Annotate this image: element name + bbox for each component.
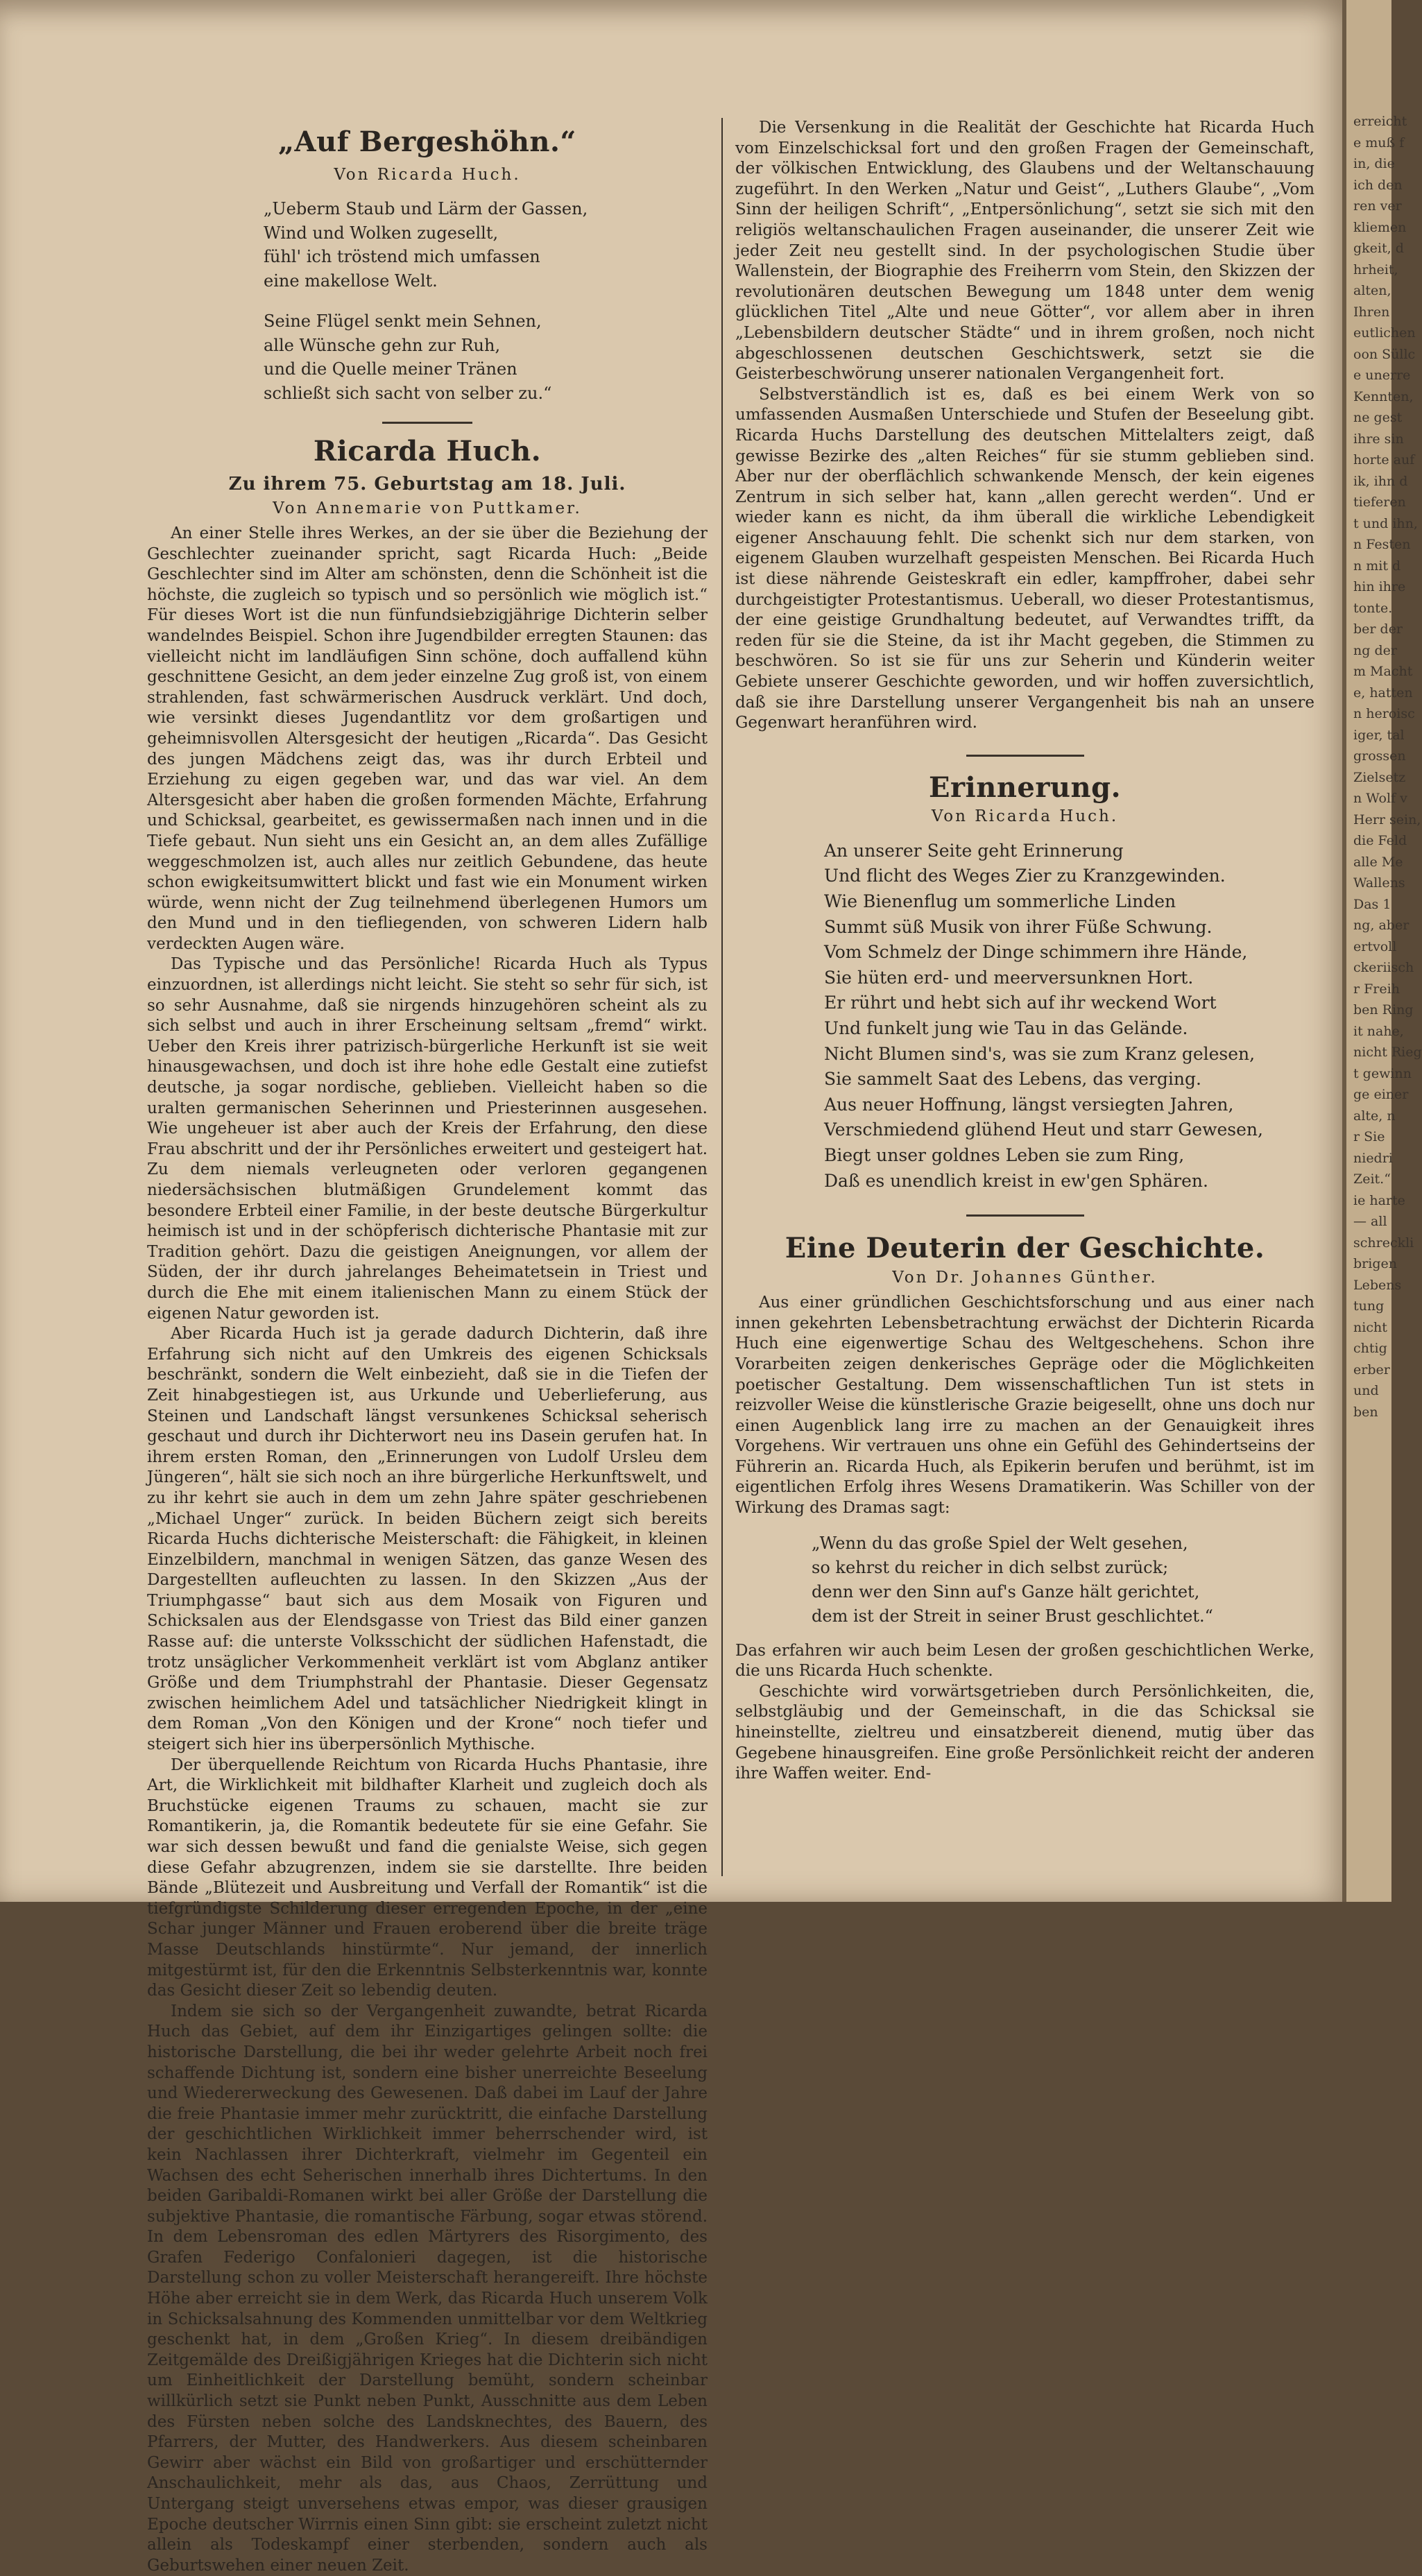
poem-stanza [264,197,708,293]
article-paragraph: Aber Ricarda Huch ist ja gerade dadurch Dichterin, daß ihre Erfahrung sich nicht auf den Umkreis des eigenen Schicksals beschränkt, sondern die Welt einbezieht, daß sie in die Tiefen der Zeit hinabgestiegen ist, aus Urkunde und Ueberlieferung, aus Steinen und Landschaft längst versunkenes Schicksal seherisch geschaut und durch ihr Dichterwort neu ins Dasein gerufen hat. In ihrem ersten Roman, den „Erinnerungen von Ludolf Ursleu dem Jüngeren“, hält sie sich noch an ihre bürgerliche Herkunftswelt, und zu ihr kehrt sie auch in dem um zehn Jahre später geschriebenen „Michael Unger“ zurück. In beiden Büchern zeigt sich bereits Ricarda Huchs dichterische Meisterschaft: die Fähigkeit, in kleinen Einzelbildern, manchmal in wenigen Sätzen, das ganze Wesen des Dargestellten aufleuchten zu lassen. In den Skizzen „Aus der Triumphgasse“ baut sich aus dem Mosaik von Figuren und Schicksalen aus der Elendsgasse von Triest das Bild einer ganzen Rasse auf: die unterste Volksschicht der südlichen Hafenstadt, die trotz unsäglicher Verkommenheit verklärt ist vom Abglanz antiker Größe und dem Triumphstrahl der Phantasie. Dieser Gegensatz zwischen heimlichem Adel und tatsächlicher Niedrigkeit klingt in dem Roman „Von den Königen und der Krone“ noch tiefer und steigert sich hier ins überpersönlich Mythische. [147,1325,708,1754]
poem-line: Nicht Blumen sind's, was sie zum Kranz gelesen, [824,1043,1256,1064]
left-column [147,118,708,2575]
poem-line: Summt süß Musik von ihrer Füße Schwung. [824,916,1213,937]
adjacent-page-text: erreicht e muß f in, die ich den ren ver kliemen gkeit, d hrheit, alten, Ihren eutlichen oon Süllc e unerre Kennten, ne gest ihre sin horte auf ik, ihn d tieferen t und ihn, n Festen n mit d hin ihre tonte. ber der ng der m Macht e, hatten n heroisc iger, tal grossen Zielsetz n Wolf v Herr sein, die Feld alle Me Wallens Das 1 ng, aber ertvoll ckeriisch r Freih ben Ring it nahe, nicht Rieg t gewinn ge einer alte, n r Sie niedri Zeit.“ ie harte — all schreckli brigen Lebens tung nicht chtig erber und ben [1353,114,1422,1420]
poem-line: An unserer Seite geht Erinnerung [824,840,1124,861]
poem-author: Von Ricarda Huch. [931,807,1119,825]
right-column [735,118,1314,1785]
quote-line: so kehrst du reicher in dich selbst zurück; [812,1557,1169,1577]
quote-line: dem ist der Streit in seiner Brust geschlichtet.“ [812,1606,1213,1626]
article-title: Ricarda Huch. [313,435,542,467]
poem-line: Seine Flügel senkt mein Sehnen, [264,311,542,331]
article-paragraph: Der überquellende Reichtum von Ricarda Huchs Phantasie, ihre Art, die Wirklichkeit mit bildhafter Klarheit und zugleich doch als Bruchstücke eigenen Traums zu schauen, macht sie zur Romantikerin, ja, die Romantik bedeutete für sie eine Gefahr. Sie war sich dessen bewußt und fand die genialste Weise, sich gegen diese Gefahr abzugrenzen, indem sie sie darstellte. Ihre beiden Bände „Blütezeit und Ausbreitung und Verfall der Romantik“ ist die tiefgründigste Schilderung dieser erregenden Epoche, in der „eine Schar junger Männer und Frauen eroberend über die breite träge Masse Deutschlands hinstürmte“. Nur jemand, der innerlich mitgestürmt ist, für den die Erkenntnis Selbsterkenntnis war, konnte das Gesicht dieser Zeit so lebendig deuten. [147,1755,708,2000]
article-paragraph-continued: Die Versenkung in die Realität der Geschichte hat Ricarda Huch vom Einzelschicksal fort und den großen Fragen der Gemeinschaft, der völkischen Entwicklung, des Glaubens und der Weltanschauung zugeführt. In den Werken „Natur und Geist“, „Luthers Glaube“, „Vom Sinn der heiligen Schrift“, „Entpersönlichung“, setzt sie sich mit den religiös weltanschaulichen Fragen auseinander, die unserer Zeit wie jeder Zeit neu gestellt sind. In der psychologischen Studie über Wallenstein, der Biographie des Freiherrn vom Stein, den Skizzen der revolutionären deutschen Bewegung um 1848 unter dem wenig glücklichen Titel „Alte und neue Götter“, vor allem aber in ihren „Lebensbildern deutscher Städte“ und in ihrem großen, noch nicht abgeschlossenen deutschen Geschichtswerk, setzt sie die Geisterbeschwörung unserer nationalen Vergangenheit fort. [735,119,1314,384]
poem-author: Von Ricarda Huch. [334,166,521,184]
poem-line: Vom Schmelz der Dinge schimmern ihre Hände, [824,942,1248,963]
article-paragraph: Das Typische und das Persönliche! Ricarda Huch als Typus einzuordnen, ist allerdings nicht leicht. Sie steht so sehr für sich, ist so sehr Ausnahme, daß sie nirgends hinzugehören scheint als zu sich selbst und auch in ihrer Erscheinung seltsam „fremd“ wirkt. Ueber den Kreis ihrer patrizisch-bürgerliche Herkunft ist sie weit hinausgewachsen, und doch ist ihre hohe edle Gestalt eine zutiefst deutsche, ja sogar nordische, geblieben. Vielleicht haben so die uralten germanischen Seherinnen und Priesterinnen ausgesehen. Wie ungeheuer ist aber auch der Kreis der Erfahrung, den diese Frau abschritt und der ihr Persönliches erweitert und gesteigert hat. Zu dem niemals verleugneten oder verloren gegangenen niedersächsischen blutmäßigen Grundelement kommt das besondere Erbteil einer Familie, in der beste deutsche Bürgerkultur heimisch ist und in der schöpferisch dichterische Phantasie mit zur Tradition gehört. Dazu die geistigen Aneignungen, vor allem der Süden, der ihr durch jahrelanges Beheimatetsein in Triest und durch die Ehe mit einem italienischen Mann zu einem Stück der eigenen Natur geworden ist. [147,955,708,1323]
poem-line: schließt sich sacht von selber zu.“ [264,383,552,403]
poem-line: Biegt unser goldnes Leben sie zum Ring, [824,1144,1185,1165]
article-paragraph: Aus einer gründlichen Geschichtsforschung und aus einer nach innen gekehrten Lebensbetrachtung erwächst der Dichterin Ricarda Huch eine eigenwertige Schau des Weltgeschehens. Schon ihre Vorarbeiten zeigen denkerisches Gepräge oder die Möglichkeiten poetischer Gestaltung. Dem wissenschaftlichen Tun ist stets in reizvoller Weise die künstlerische Grazie beigesellt, ohne uns doch nur einen Augenblick lang irre zu machen an der Genauigkeit ihres Vorgehens. Wir vertrauen uns ohne ein Gefühl des Gehindertseins der Führerin an. Ricarda Huch, als Epikerin berufen und berühmt, ist im eigentlichen Erfolg ihres Wesens Dramatikerin. Was Schiller von der Wirkung des Dramas sagt: [735,1294,1314,1518]
article-paragraph: Geschichte wird vorwärtsgetrieben durch Persönlichkeiten, die, selbstgläubig und der Gemeinschaft, in die das Schicksal sie hineinstellte, zieltreu und einsatzbereit dienend, mutig über das Gegebene hinausgreifen. Eine große Persönlichkeit reicht der anderen ihre Waffen weiter. End- [735,1682,1314,1783]
quote-line: denn wer den Sinn auf's Ganze hält gerichtet, [812,1581,1200,1602]
article-paragraph: Selbstverständlich ist es, daß es bei einem Werk von so umfassenden Ausmaßen Unterschiede und Stufen der Beseelung gibt. Ricarda Huchs Darstellung des deutschen Mittelalters zeigt, daß gewisse Bezirke des „alten Reiches“ für sie stumm geblieben sind. Aber nur der oberflächlich schwankende Mensch, der kein eigenes Zentrum in sich selber hat, kann „allen gerecht werden“. Und er wieder kann es nicht, da ihm überall die wirkliche Lebendigkeit eigener Anschauung fehlt. Die schenkt sich nur dem starken, von eigenem Glauben wurzelhaft gespeisten Menschen. Bei Ricarda Huch ist diese nährende Geisteskraft ein edler, kampffroher, dabei sehr durchgeistigter Protestantismus. Ueberall, wo dieser Protestantismus, der eine geistige Grundhaltung bedeutet, auf Verwandtes trifft, da reden für sie die Steine, da ist ihr Macht gegeben, die Stimmen zu beschwören. So ist sie für uns zur Seherin und Künderin weiter Gebiete unserer Geschichte geworden, und wir hoffen zuversichtlich, daß sie ihre Darstellung unserer Vergangenheit bis nah an unsere Gegenwart heranführen wird. [735,385,1314,732]
quote-line: „Wenn du das große Spiel der Welt gesehen, [812,1533,1188,1553]
poem-line: Aus neuer Hoffnung, längst versiegten Jahren, [824,1094,1234,1115]
poem-line: Verschmiedend glühend Heut und starr Gewesen, [824,1119,1263,1140]
poem-line: Wind und Wolken zugesellt, [264,223,499,243]
poem-line: fühl' ich tröstend mich umfassen [264,247,540,266]
poem-line: eine makellose Welt. [264,271,438,291]
article-author: Von Annemarie von Puttkamer. [273,499,582,517]
poem-title: „Auf Bergeshöhn.“ [278,126,576,158]
poem-line: Sie hüten erd- und meerversunknen Hort. [824,967,1194,988]
article-author: Von Dr. Johannes Günther. [892,1269,1158,1287]
poem-body [264,197,708,405]
schiller-quote [812,1531,1314,1629]
poem-line: Und flicht des Weges Zier zu Kranzgewinden. [824,866,1226,886]
poem-line: alle Wünsche gehn zur Ruh, [264,335,501,355]
poem-line: Daß es unendlich kreist in ew'gen Sphären. [824,1170,1208,1191]
article-paragraph: Das erfahren wir auch beim Lesen der großen geschichtlichen Werke, die uns Ricarda Huch schenkte. [735,1641,1314,1681]
divider-rule [966,1214,1084,1217]
article-title: Eine Deuterin der Geschichte. [785,1232,1265,1265]
poem-stanza [264,309,708,405]
adjacent-page-edge [1342,0,1422,1902]
poem-body [824,839,1314,1194]
poem-title: Erinnerung. [928,771,1121,804]
column-rule [721,118,723,1876]
article-paragraph: Indem sie sich so der Vergangenheit zuwandte, betrat Ricarda Huch das Gebiet, auf dem ihr Einzigartiges gelingen sollte: die historische Darstellung, die bei ihr weder gelehrte Arbeit noch frei schaffende Dichtung ist, sondern eine bisher unerreichte Beseelung und Wiedererweckung des Gewesenen. Daß dabei im Lauf der Jahre die freie Phantasie immer mehr zurücktritt, die einfache Darstellung der geschichtlichen Wirklichkeit immer beherrschender wird, ist kein Nachlassen ihrer Dichterkraft, vielmehr im Gegenteil ein Wachsen des echt Seherischen innerhalb ihres Dichtertums. In den beiden Garibaldi-Romanen wirkt bei aller Größe der Darstellung die subjektive Phantasie, die romantische Färbung, sogar etwas störend. In dem Lebensroman des edlen Märtyrers des Risorgimento, des Grafen Federigo Confalonieri dagegen, ist die historische Darstellung schon zu voller Meisterschaft herangereift. Ihre höchste Höhe aber erreicht sie in dem Werk, das Ricarda Huch unserem Volk in Schicksalsahnung des Kommenden unmittelbar vor dem Weltkrieg geschenkt hat, in dem „Großen Krieg“. In diesem dreibändigen Zeitgemälde des Dreißigjährigen Krieges hat die Dichterin sich nicht um Einheitlichkeit der Darstellung bemüht, sondern scheinbar willkürlich setzt sie Punkt neben Punkt, Ausschnitte aus dem Leben des Fürsten neben solche des Landsknechtes, des Bauern, des Pfarrers, der Mutter, des Handwerkers. Aus diesem scheinbaren Gewirr aber wächst ein Bild von großartiger und erschütternder Anschaulichkeit, mehr als das, aus Chaos, Zerrüttung und Untergang steigt unversehens etwas empor, was dieser grausigen Epoche deutscher Wirrnis einen Sinn gibt: sie erscheint zuletzt nicht allein als Todeskampf einer sterbenden, sondern auch als Geburtswehen einer neuen Zeit. [147,2002,708,2575]
poem-line: Sie sammelt Saat des Lebens, das verging. [824,1069,1201,1090]
article-paragraph: An einer Stelle ihres Werkes, an der sie über die Beziehung der Geschlechter zueinander spricht, sagt Ricarda Huch: „Beide Geschlechter sind im Alter am schönsten, denn die Schönheit ist die höchste, die zugleich so typisch und so persönlich wie möglich ist.“ Für dieses Wort ist die nun fünfundsiebzigjährige Dichterin selber wandelndes Beispiel. Schon ihre Jugendbilder erregten Staunen: das vielleicht nicht im landläufigen Sinn schöne, doch auffallend kühn geschnittene Gesicht, an dem jeder einzelne Zug groß ist, von einem strahlenden, fast schwärmerischen Ausdruck verklärt. Und doch, wie versinkt dieses Jugendantlitz vor dem großartigen und geheimnisvollen Altersgesicht der heutigen „Ricarda“. Das Gesicht des jungen Mädchens zeigt das, was ihr durch Erbteil und Erziehung zu eigen gegeben war, und das war viel. An dem Altersgesicht aber haben die großen formenden Mächte, Erfahrung und Schicksal, gearbeitet, es gewissermaßen nach innen und in die Tiefe gebaut. Nun sieht uns ein Gesicht an, an dem alles Zufällige weggeschmolzen ist, auch alles nur zeitlich Gebundene, das heute schon ewigkeitsumwittert blickt und fast wie ein Monument wirken würde, wenn nicht der Zug teilnehmend überlegenen Humors um den Mund und in den tiefliegenden, von schweren Lidern halb verdeckten Augen wäre. [147,524,708,953]
divider-rule [382,422,472,424]
poem-line: Und funkelt jung wie Tau in das Gelände. [824,1017,1188,1038]
article-subtitle: Zu ihrem 75. Geburtstag am 18. Juli. [228,474,626,495]
poem-line: „Ueberm Staub und Lärm der Gassen, [264,199,588,218]
poem-line: Er rührt und hebt sich auf ihr weckend Wort [824,993,1217,1013]
poem-line: und die Quelle meiner Tränen [264,359,517,379]
divider-rule [966,755,1084,757]
poem-line: Wie Bienenflug um sommerliche Linden [824,891,1176,911]
